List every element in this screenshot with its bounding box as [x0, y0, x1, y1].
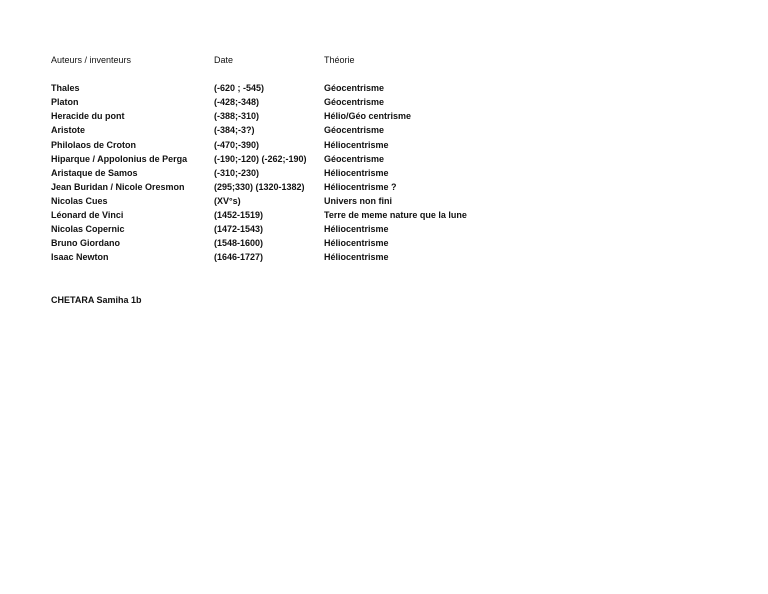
cell-theory: Héliocentrisme: [324, 224, 389, 235]
table-row: [51, 95, 511, 109]
table-row: [51, 81, 511, 95]
table-row: [51, 152, 511, 166]
table-row: [51, 208, 511, 222]
table-row: [51, 250, 511, 264]
table-row: [51, 109, 511, 123]
theories-table: [51, 53, 511, 264]
header-authors: Auteurs / inventeurs: [51, 55, 132, 65]
table-row: [51, 236, 511, 250]
cell-author: Aristote: [51, 125, 86, 136]
blank-row: [51, 67, 511, 81]
cell-theory: Géocentrisme: [324, 97, 385, 108]
cell-author: Jean Buridan / Nicole Oresmon: [51, 181, 185, 192]
table-header-row: [51, 53, 511, 67]
table-body: [51, 81, 511, 264]
header-date: Date: [214, 55, 234, 65]
cell-author: Thales: [51, 83, 80, 94]
cell-theory: Héliocentrisme: [324, 238, 389, 249]
cell-theory: Héliocentrisme: [324, 139, 389, 150]
table-row: [51, 222, 511, 236]
cell-theory: Géocentrisme: [324, 83, 385, 94]
cell-date: (-388;-310): [214, 111, 260, 122]
cell-date: (1472-1543): [214, 224, 264, 235]
cell-theory: Héliocentrisme: [324, 252, 389, 263]
cell-date: (-620 ; -545): [214, 83, 265, 94]
author-name: CHETARA Samiha 1b: [51, 295, 142, 305]
cell-theory: Terre de meme nature que la lune: [324, 210, 467, 221]
cell-date: (295;330) (1320-1382): [214, 181, 305, 192]
header-theory: Théorie: [324, 55, 355, 65]
table-row: [51, 194, 511, 208]
cell-date: (XV°s): [214, 195, 241, 206]
cell-author: Nicolas Cues: [51, 195, 108, 206]
cell-author: Heracide du pont: [51, 111, 125, 122]
cell-author: Léonard de Vinci: [51, 210, 124, 221]
cell-theory: Hélio/Géo centrisme: [324, 111, 412, 122]
cell-author: Philolaos de Croton: [51, 139, 137, 150]
cell-theory: Héliocentrisme: [324, 167, 389, 178]
cell-date: (-428;-348): [214, 97, 260, 108]
cell-date: (-310;-230): [214, 167, 260, 178]
cell-date: (-384;-3?): [214, 125, 255, 136]
cell-author: Aristaque de Samos: [51, 167, 138, 178]
cell-date: (1452-1519): [214, 210, 264, 221]
cell-date: (1548-1600): [214, 238, 264, 249]
table-row: [51, 123, 511, 137]
cell-date: (1646-1727): [214, 252, 264, 263]
cell-theory: Univers non fini: [324, 195, 393, 206]
cell-theory: Géocentrisme: [324, 153, 385, 164]
cell-author: Platon: [51, 97, 79, 108]
cell-author: Isaac Newton: [51, 252, 109, 263]
cell-theory: Géocentrisme: [324, 125, 385, 136]
cell-date: (-190;-120) (-262;-190): [214, 153, 307, 164]
cell-author: Hiparque / Appolonius de Perga: [51, 153, 188, 164]
table-row: [51, 180, 511, 194]
table-row: [51, 166, 511, 180]
cell-theory: Héliocentrisme ?: [324, 181, 397, 192]
table-row: [51, 138, 511, 152]
cell-date: (-470;-390): [214, 139, 260, 150]
cell-author: Nicolas Copernic: [51, 224, 125, 235]
cell-author: Bruno Giordano: [51, 238, 120, 249]
